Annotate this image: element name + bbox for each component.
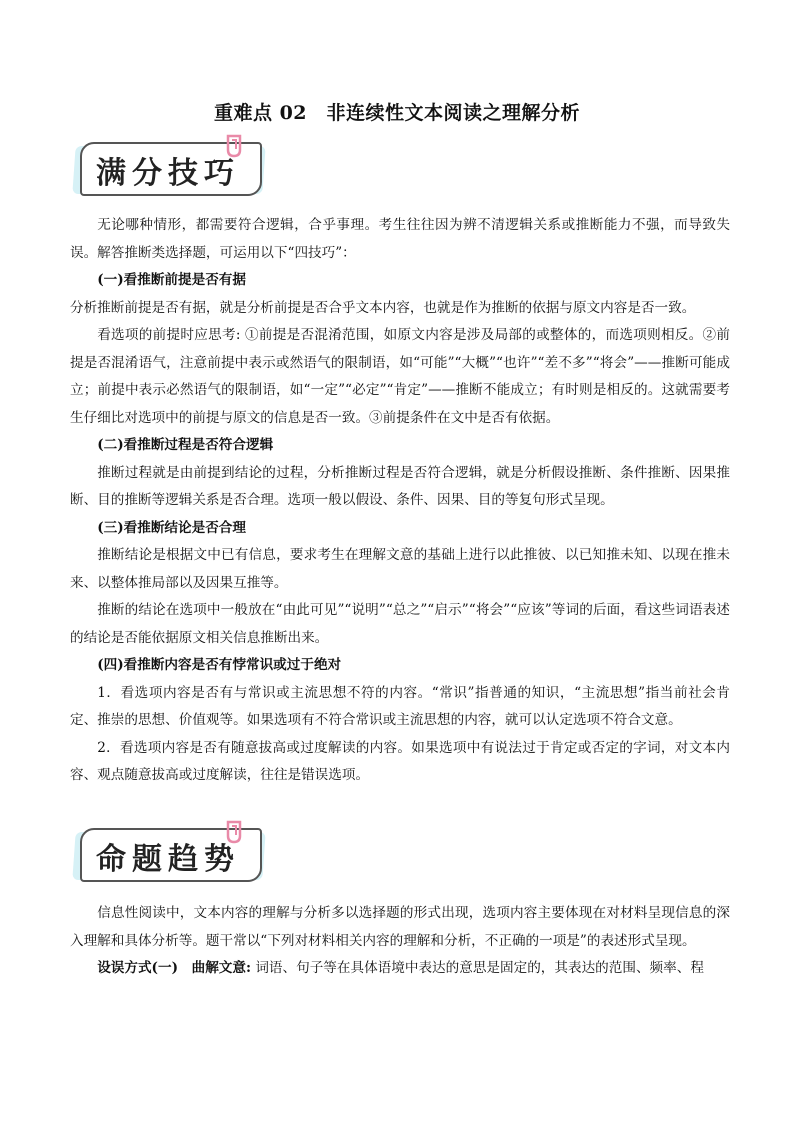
paragraph: 推断结论是根据文中已有信息，要求考生在理解文意的基础上进行以此推彼、以已知推未知、以现在推未来、以整体推局部以及因果互推等。 bbox=[70, 547, 730, 591]
paragraph bbox=[70, 955, 730, 983]
badge-text: 满分技巧 bbox=[96, 156, 240, 191]
badge-text: 命题趋势 bbox=[96, 842, 240, 877]
subheading: (三)看推断结论是否合理 bbox=[97, 519, 246, 536]
method-text: 词语、句子等在具体语境中表达的意思是固定的，其表达的范围、频率、程 bbox=[251, 960, 704, 976]
section-skills-content bbox=[70, 212, 730, 790]
subheading: (四)看推断内容是否有悖常识或过于绝对 bbox=[97, 657, 342, 673]
paragraph: 推断的结论在选项中一般放在“由此可见”“说明”“总之”“启示”“将会”“应该”等词的后面，看这些词语表述的结论是否能依据原文相关信息推断出来。 bbox=[70, 602, 730, 646]
paragraph: 推断过程就是由前提到结论的过程，分析推断过程是否符合逻辑，就是分析假设推断、条件推断、因果推断、目的推断等逻辑关系是否合理。选项一般以假设、条件、因果、目的等复句形式呈现。 bbox=[70, 464, 730, 508]
paragraph: 2．看选项内容是否有随意拔高或过度解读的内容。如果选项中有说法过于肯定或否定的字词，对文本内容、观点随意拔高或过度解读，往往是错误选项。 bbox=[70, 739, 730, 783]
method-label: 设误方式(一) 曲解文意: bbox=[97, 960, 252, 976]
page-title: 重难点 02 非连续性文本阅读之理解分析 bbox=[213, 102, 581, 124]
section-trend-content bbox=[70, 900, 730, 983]
subheading: (二)看推断过程是否符合逻辑 bbox=[97, 437, 274, 453]
section-badge-skills bbox=[74, 142, 264, 196]
section-badge-trend bbox=[74, 828, 264, 882]
paragraph: 分析推断前提是否有据，就是分析前提是否合乎文本内容，也就是作为推断的依据与原文内容是否一致。 bbox=[70, 299, 696, 316]
paragraph: 1．看选项内容是否有与常识或主流思想不符的内容。“常识”指普通的知识，“主流思想”指当前社会肯定、推崇的思想、价值观等。如果选项有不符合常识或主流思想的内容，就可以认定选项不符合文意。 bbox=[70, 684, 730, 728]
paragraph: 信息性阅读中，文本内容的理解与分析多以选择题的形式出现，选项内容主要体现在对材料呈现信息的深入理解和具体分析等。题干常以“下列对材料相关内容的理解和分析，不正确的一项是”的表述形式呈现。 bbox=[70, 905, 730, 949]
subheading: (一)看推断前提是否有据 bbox=[97, 272, 246, 288]
paragraph: 无论哪种情形，都需要符合逻辑，合乎事理。考生往往因为辨不清逻辑关系或推断能力不强，而导致失误。解答推断类选择题，可运用以下“四技巧”： bbox=[70, 217, 730, 261]
paragraph: 看选项的前提时应思考: ①前提是否混淆范围，如原文内容是涉及局部的或整体的，而选项则相反。②前提是否混淆语气，注意前提中表示或然语气的限制语，如“可能”“大概”“也许”“差不多”“将会”——推断可能成立；前提中表示必然语气的限制语，如“一定”“必定”“肯定”——推断不能成立；有时则是相反的。这就需要考生仔细比对选项中的前提与原文的信息是否一致。③前提条件在文中是否有依据。 bbox=[70, 327, 730, 426]
